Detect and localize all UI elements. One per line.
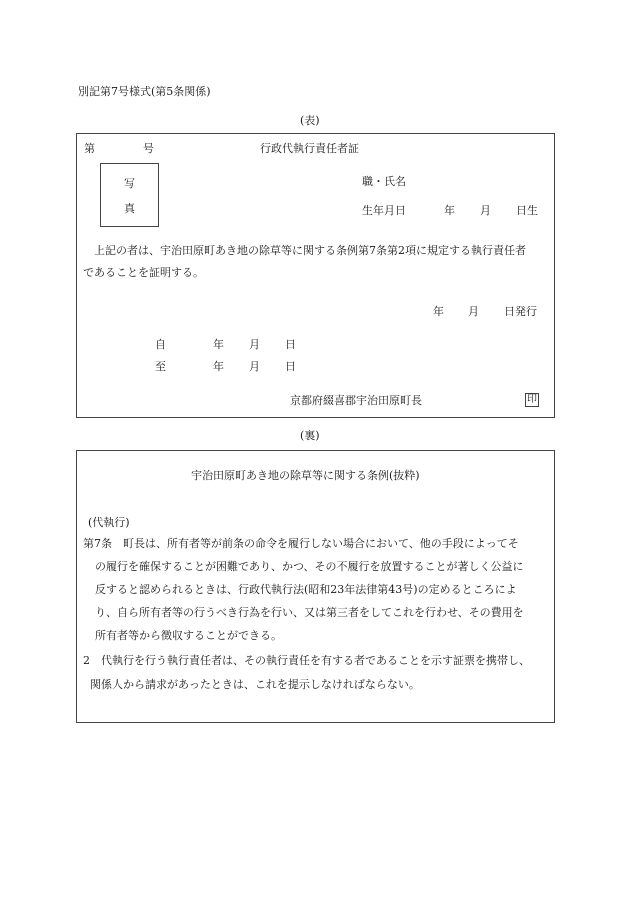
- birth-year: 年: [444, 204, 455, 217]
- back-side-label: (裏): [300, 429, 320, 442]
- article-line: の履行を確保することが困難であり、かつ、その不履行を放置することが著しく公益に: [95, 560, 524, 573]
- from-month: 月: [249, 338, 260, 351]
- clause-line: 2 代執行を行う執行責任者は、その執行責任を有する者であることを示す証票を携帯し、: [83, 654, 530, 667]
- photo-box: [100, 163, 159, 227]
- certification-line-1: 上記の者は、宇治田原町あき地の除草等に関する条例第7条第2項に規定する執行責任者: [94, 244, 526, 257]
- from-year: 年: [213, 338, 224, 351]
- photo-label-2: 真: [124, 202, 135, 215]
- to-month: 月: [249, 360, 260, 373]
- number-suffix: 号: [143, 142, 154, 155]
- valid-from-label: 自: [155, 338, 166, 351]
- certification-line-2: であることを証明する。: [83, 266, 204, 279]
- issuer-name: 京都府綴喜郡宇治田原町長: [290, 394, 422, 407]
- birth-month: 月: [480, 204, 491, 217]
- birth-day: 日生: [516, 204, 538, 217]
- to-year: 年: [213, 360, 224, 373]
- card-title: 行政代執行責任者証: [260, 142, 359, 155]
- to-day: 日: [285, 360, 296, 373]
- from-day: 日: [285, 338, 296, 351]
- issue-month: 月: [468, 305, 479, 318]
- seal-mark: 印: [527, 394, 537, 405]
- front-side-label: (表): [300, 114, 320, 127]
- clause-line: 関係人から請求があったときは、これを提示しなければならない。: [90, 678, 420, 691]
- issue-year: 年: [433, 305, 444, 318]
- section-heading: (代執行): [88, 516, 130, 529]
- number-prefix: 第: [84, 142, 95, 155]
- valid-to-label: 至: [155, 360, 166, 373]
- ordinance-title: 宇治田原町あき地の除草等に関する条例(抜粋): [191, 469, 420, 482]
- photo-label-1: 写: [124, 177, 135, 190]
- article-line: 所有者等から徴収することができる。: [95, 629, 282, 642]
- issue-day: 日発行: [504, 305, 537, 318]
- position-name-label: 職・氏名: [362, 175, 406, 188]
- article-line: 反すると認められるときは、行政代執行法(昭和23年法律第43号)の定めるところによ: [95, 583, 517, 596]
- article-line: り、自ら所有者等の行うべき行為を行い、又は第三者をしてこれを行わせ、その費用を: [95, 606, 524, 619]
- form-label: 別記第7号様式(第5条関係): [78, 85, 211, 98]
- birth-label: 生年月日: [362, 204, 406, 217]
- article-line: 第7条 町長は、所有者等が前条の命令を履行しない場合において、他の手段によってそ: [83, 537, 519, 550]
